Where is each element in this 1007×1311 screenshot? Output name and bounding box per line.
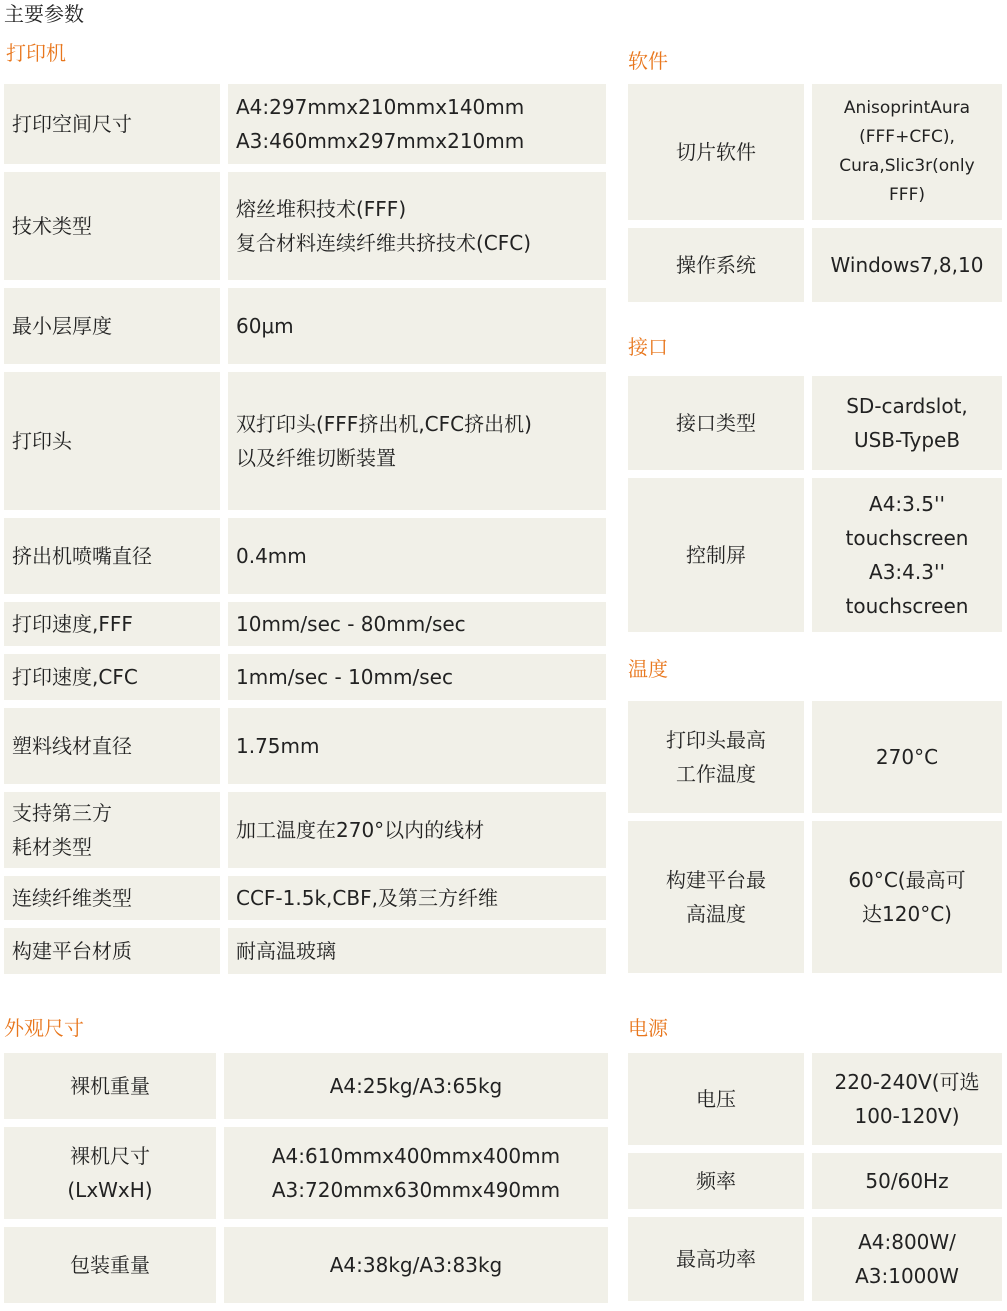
printer-value-cell: [228, 654, 606, 700]
interface-value-text: A4:3.5'': [869, 492, 945, 516]
software-label-text: 操作系统: [676, 253, 756, 277]
printer-label-cell: [4, 654, 220, 700]
software-value-text: Cura,Slic3r(only: [839, 156, 975, 176]
printer-label-text: 构建平台材质: [12, 939, 132, 963]
power-value-text: A3:1000W: [855, 1264, 959, 1288]
software-label-cell: [628, 84, 804, 220]
temperature-label-text: 工作温度: [676, 762, 756, 786]
dimensions-label-cell: [4, 1053, 216, 1119]
printer-table: [4, 84, 606, 982]
power-label-cell: [628, 1217, 804, 1301]
printer-label-text: 打印速度,FFF: [12, 612, 133, 636]
temperature-label-cell: [628, 701, 804, 813]
software-value-text: FFF): [889, 185, 925, 205]
dimensions-label-text: 裸机尺寸: [70, 1144, 150, 1168]
interface-value-text: touchscreen: [845, 526, 969, 550]
printer-value-cell: [228, 288, 606, 364]
printer-value-text: 1mm/sec - 10mm/sec: [236, 665, 453, 689]
printer-label-text: 支持第三方: [12, 801, 112, 825]
printer-heading: 打印机: [6, 41, 66, 65]
temperature-value-cell: [812, 701, 1002, 813]
dimensions-heading: 外观尺寸: [4, 1016, 84, 1040]
printer-row: [4, 518, 606, 594]
power-value-text: 100-120V): [854, 1104, 960, 1128]
printer-value-cell: [228, 876, 606, 920]
printer-label-text: 塑料线材直径: [12, 734, 132, 758]
printer-row: [4, 84, 606, 164]
interface-value-text: touchscreen: [845, 594, 969, 618]
printer-label-cell: [4, 792, 220, 868]
printer-label-cell: [4, 928, 220, 974]
printer-value-cell: [228, 792, 606, 868]
printer-value-text: 1.75mm: [236, 734, 320, 758]
printer-label-cell: [4, 84, 220, 164]
power-value-cell: [812, 1153, 1002, 1209]
printer-label-cell: [4, 876, 220, 920]
printer-row: [4, 654, 606, 700]
printer-label-text: 耗材类型: [12, 835, 92, 859]
dimensions-value-cell: [224, 1053, 608, 1119]
temperature-value-text: 60°C(最高可: [848, 868, 966, 892]
power-heading: 电源: [628, 1016, 668, 1040]
interface-label-text: 控制屏: [686, 543, 746, 567]
printer-row: [4, 602, 606, 646]
software-value-cell: [812, 228, 1002, 302]
printer-value-text: 以及纤维切断装置: [236, 446, 396, 470]
dimensions-label-text: (LxWxH): [67, 1178, 153, 1202]
printer-value-cell: [228, 708, 606, 784]
dimensions-label-cell: [4, 1227, 216, 1303]
page-title: 主要参数: [4, 2, 84, 26]
power-value-text: 50/60Hz: [865, 1169, 949, 1193]
temperature-value-text: 达120°C): [862, 902, 952, 926]
printer-value-text: A4:297mmx210mmx140mm: [236, 95, 525, 119]
printer-value-text: A3:460mmx297mmx210mm: [236, 129, 525, 153]
printer-row: [4, 172, 606, 280]
printer-row: [4, 876, 606, 920]
printer-label-text: 挤出机喷嘴直径: [12, 544, 152, 568]
interface-value-text: A3:4.3'': [869, 560, 945, 584]
dimensions-label-text: 包装重量: [70, 1253, 150, 1277]
software-heading: 软件: [628, 49, 668, 73]
printer-label-text: 最小层厚度: [12, 314, 112, 338]
temperature-row: [628, 821, 1002, 973]
temperature-value-text: 270°C: [875, 745, 939, 769]
power-table: [628, 1053, 1002, 1309]
temperature-row: [628, 701, 1002, 813]
printer-value-cell: [228, 84, 606, 164]
printer-label-text: 打印速度,CFC: [12, 665, 138, 689]
interface-row: [628, 376, 1002, 470]
temperature-label-cell: [628, 821, 804, 973]
power-value-text: 220-240V(可选: [834, 1070, 980, 1094]
interface-heading: 接口: [628, 335, 668, 359]
printer-label-cell: [4, 372, 220, 510]
printer-label-cell: [4, 172, 220, 280]
printer-label-cell: [4, 518, 220, 594]
printer-value-text: 10mm/sec - 80mm/sec: [236, 612, 466, 636]
software-value-text: AnisoprintAura: [843, 98, 971, 118]
printer-row: [4, 792, 606, 868]
dimensions-value-text: A4:610mmx400mmx400mm: [271, 1144, 561, 1168]
printer-value-cell: [228, 172, 606, 280]
printer-row: [4, 928, 606, 974]
power-label-text: 最高功率: [676, 1247, 756, 1271]
printer-label-text: 连续纤维类型: [12, 886, 132, 910]
printer-value-cell: [228, 372, 606, 510]
printer-label-text: 技术类型: [12, 214, 92, 238]
interface-label-text: 接口类型: [676, 411, 756, 435]
interface-value-cell: [812, 376, 1002, 470]
interface-value-cell: [812, 478, 1002, 632]
printer-value-text: 耐高温玻璃: [236, 939, 336, 963]
interface-value-text: SD-cardslot,: [846, 394, 968, 418]
dimensions-table: [4, 1053, 608, 1311]
dimensions-row: [4, 1053, 608, 1119]
software-row: [628, 84, 1002, 220]
dimensions-value-text: A4:38kg/A3:83kg: [329, 1253, 503, 1277]
printer-value-text: 熔丝堆积技术(FFF): [236, 197, 407, 221]
temperature-table: [628, 701, 1002, 981]
power-label-text: 频率: [696, 1169, 736, 1193]
dimensions-value-cell: [224, 1127, 608, 1219]
dimensions-value-text: A4:25kg/A3:65kg: [329, 1074, 503, 1098]
printer-row: [4, 372, 606, 510]
software-table: [628, 84, 1002, 310]
printer-row: [4, 708, 606, 784]
printer-label-cell: [4, 708, 220, 784]
software-label-text: 切片软件: [676, 140, 756, 164]
software-value-cell: [812, 84, 1002, 220]
dimensions-row: [4, 1127, 608, 1219]
dimensions-value-text: A3:720mmx630mmx490mm: [271, 1178, 561, 1202]
dimensions-label-cell: [4, 1127, 216, 1219]
power-value-cell: [812, 1053, 1002, 1145]
power-value-cell: [812, 1217, 1002, 1301]
interface-label-cell: [628, 478, 804, 632]
software-value-text: (FFF+CFC),: [859, 127, 955, 147]
printer-label-text: 打印空间尺寸: [12, 112, 132, 136]
printer-value-text: 复合材料连续纤维共挤技术(CFC): [236, 231, 532, 255]
printer-value-text: CCF-1.5k,CBF,及第三方纤维: [236, 886, 498, 910]
dimensions-row: [4, 1227, 608, 1303]
power-row: [628, 1217, 1002, 1301]
printer-value-cell: [228, 602, 606, 646]
power-label-cell: [628, 1153, 804, 1209]
interface-value-text: USB-TypeB: [853, 428, 961, 452]
power-label-text: 电压: [696, 1087, 736, 1111]
printer-label-cell: [4, 602, 220, 646]
software-row: [628, 228, 1002, 302]
dimensions-label-text: 裸机重量: [70, 1074, 150, 1098]
temperature-label-text: 打印头最高: [666, 728, 766, 752]
printer-row: [4, 288, 606, 364]
dimensions-value-cell: [224, 1227, 608, 1303]
printer-label-cell: [4, 288, 220, 364]
printer-value-text: 0.4mm: [236, 544, 307, 568]
printer-value-cell: [228, 518, 606, 594]
printer-value-text: 加工温度在270°以内的线材: [236, 818, 485, 842]
power-value-text: A4:800W/: [858, 1230, 956, 1254]
temperature-value-cell: [812, 821, 1002, 973]
interface-table: [628, 376, 1002, 640]
software-label-cell: [628, 228, 804, 302]
power-row: [628, 1153, 1002, 1209]
printer-label-text: 打印头: [12, 429, 72, 453]
printer-value-text: 60μm: [236, 314, 294, 338]
interface-row: [628, 478, 1002, 632]
power-row: [628, 1053, 1002, 1145]
software-value-text: Windows7,8,10: [830, 253, 984, 277]
temperature-heading: 温度: [628, 657, 668, 681]
power-label-cell: [628, 1053, 804, 1145]
temperature-label-text: 构建平台最: [666, 868, 766, 892]
temperature-label-text: 高温度: [686, 902, 746, 926]
printer-value-cell: [228, 928, 606, 974]
printer-value-text: 双打印头(FFF挤出机,CFC挤出机): [236, 412, 532, 436]
interface-label-cell: [628, 376, 804, 470]
